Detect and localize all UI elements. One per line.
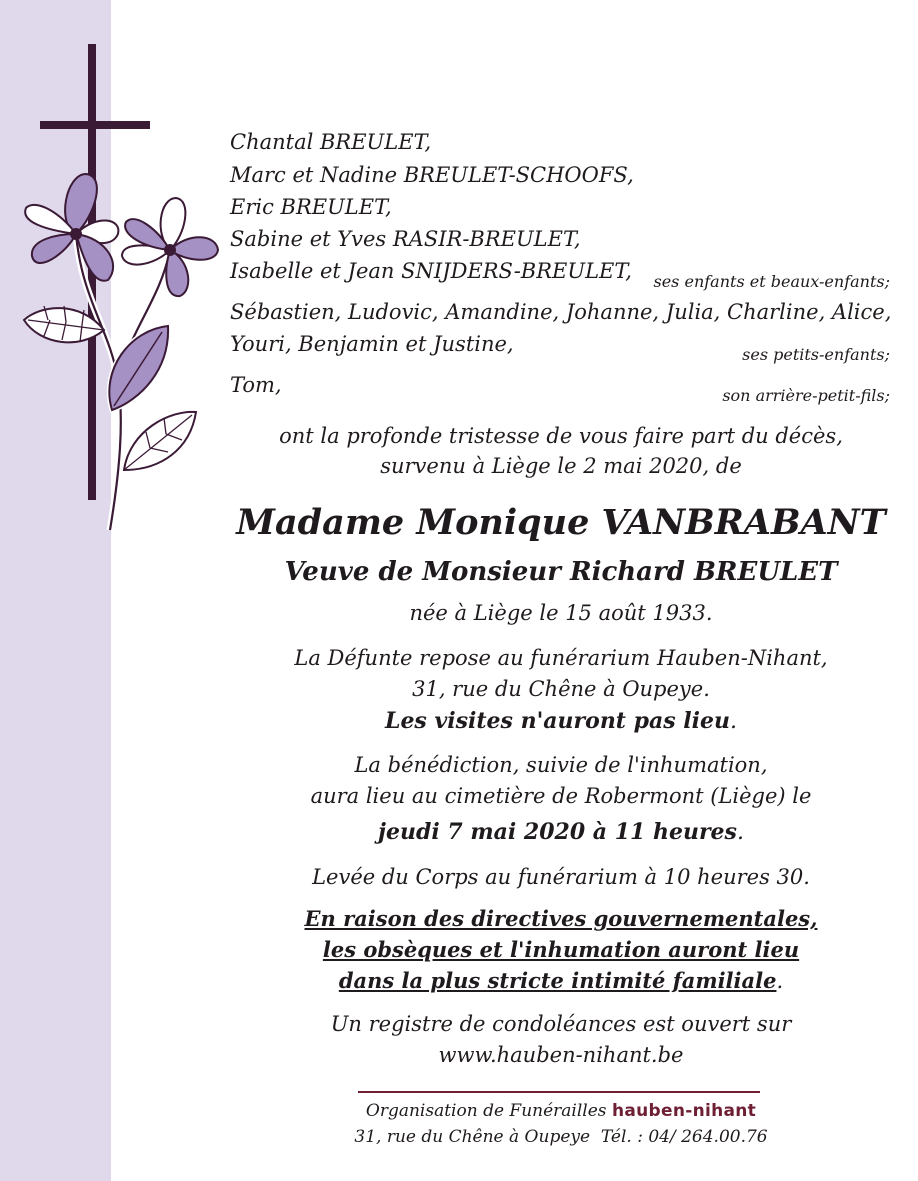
blessing-line: aura lieu au cimetière de Robermont (Liège) le	[310, 784, 812, 808]
visits-notice: Les visites n'auront pas lieu.	[384, 708, 738, 734]
notice-line	[210, 906, 912, 931]
great-grandchild-label: son arrière-petit-fils;	[722, 386, 890, 405]
cross-flower-ornament	[0, 0, 240, 560]
notice-text: les obsèques et l'inhumation auront lieu	[322, 937, 800, 962]
rest-place-line: La Défunte repose au funérarium Hauben-Nihant,	[294, 646, 828, 670]
flower-right	[122, 198, 218, 296]
footer-org-label: Organisation de Funérailles	[365, 1101, 607, 1121]
grandchildren-label: ses petits-enfants;	[742, 345, 890, 364]
great-grandchild: Tom,	[230, 373, 282, 397]
family-member: Chantal BREULET,	[230, 130, 432, 154]
notice-line: dans la plus stricte intimité familiale.	[338, 968, 784, 993]
announcement-line: survenu à Liège le 2 mai 2020, de	[380, 454, 742, 478]
footer-contact	[210, 1127, 912, 1147]
grandchildren-line: Sébastien, Ludovic, Amandine, Johanne, Julia, Charline, Alice,	[230, 300, 892, 324]
cross-horizontal	[40, 121, 150, 129]
footer-address: 31, rue du Chêne à Oupeye	[354, 1127, 591, 1147]
announcement-line: ont la profonde tristesse de vous faire part du décès,	[279, 424, 843, 448]
notice-text: dans la plus stricte intimité familiale	[338, 968, 777, 993]
condolences-line: Un registre de condoléances est ouvert sur	[330, 1012, 792, 1036]
birth-info: née à Liège le 15 août 1933.	[409, 601, 713, 625]
grandchildren-line: Youri, Benjamin et Justine,	[230, 332, 514, 356]
ceremony-date: jeudi 7 mai 2020 à 11 heures.	[378, 819, 744, 845]
brand-logo: hauben-nihant	[611, 1101, 757, 1121]
family-member: Eric BREULET,	[230, 195, 392, 219]
deceased-name: Madame Monique VANBRABANT	[236, 502, 886, 543]
footer-organisation	[210, 1101, 912, 1121]
children-label: ses enfants et beaux-enfants;	[653, 272, 890, 291]
notice-line	[210, 937, 912, 962]
family-member: Marc et Nadine BREULET-SCHOOFS,	[230, 163, 634, 187]
blessing-line: La bénédiction, suivie de l'inhumation,	[354, 753, 768, 777]
body-raising: Levée du Corps au funérarium à 10 heures 30.	[312, 865, 810, 889]
footer-divider	[358, 1091, 760, 1093]
flower-left	[25, 174, 118, 281]
notice-text: En raison des directives gouvernementales,	[304, 906, 818, 931]
family-member: Isabelle et Jean SNIJDERS-BREULET,	[230, 259, 632, 283]
family-member: Sabine et Yves RASIR-BREULET,	[230, 227, 581, 251]
visits-text: Les visites n'auront pas lieu	[384, 708, 731, 734]
widow-of: Veuve de Monsieur Richard BREULET	[284, 557, 838, 587]
footer-phone: Tél. : 04/ 264.00.76	[600, 1127, 768, 1147]
ceremony-date-text: jeudi 7 mai 2020 à 11 heures	[378, 819, 737, 845]
rest-place-line: 31, rue du Chêne à Oupeye.	[412, 677, 710, 701]
condolences-url[interactable]: www.hauben-nihant.be	[438, 1043, 684, 1067]
